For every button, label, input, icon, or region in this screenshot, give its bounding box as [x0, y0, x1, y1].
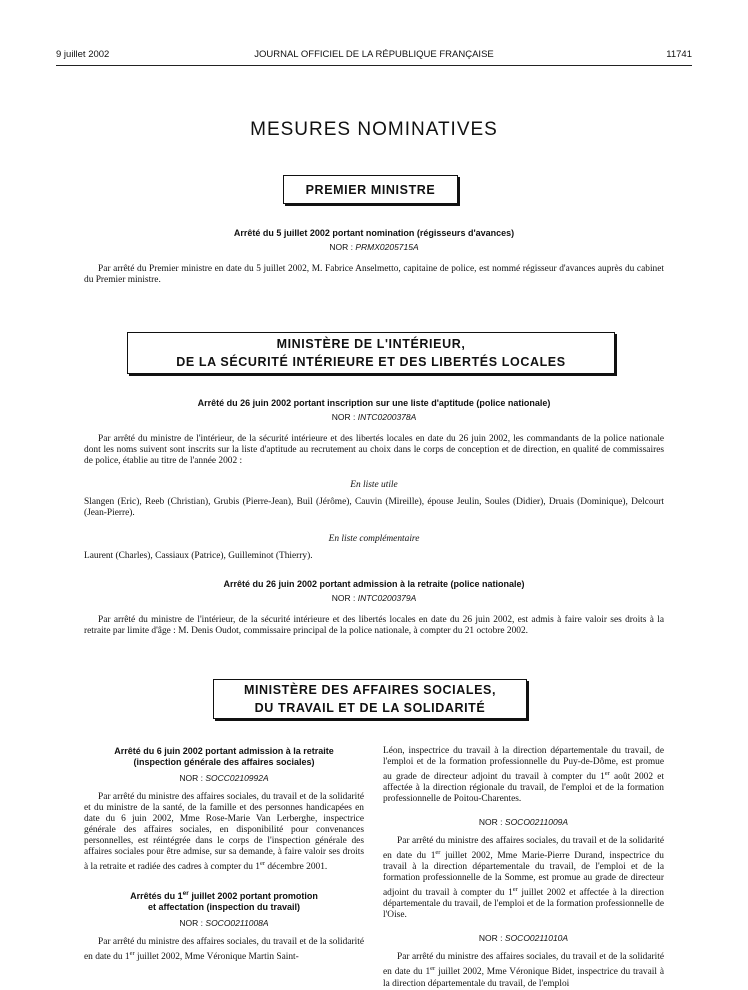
- arrete-text: Par arrêté du ministre de l'intérieur, de la sécurité intérieure et des libertés locales en date du 26 juin 2002, est admis à faire valoir ses droits à la retraite par limite d'âge : M. Denis Oudot, commissaire principal de la police nationale, à compter du 21 octobre 2002.: [84, 615, 664, 636]
- nor-label: NOR :: [331, 593, 356, 603]
- arrete-title: [84, 888, 364, 913]
- arrete-title: Arrêté du 26 juin 2002 portant admission à la retraite (police nationale): [223, 579, 525, 589]
- ministry-name-line1: MINISTÈRE DE L'INTÉRIEUR,: [276, 337, 466, 351]
- nor-label: NOR :: [478, 817, 503, 828]
- nor-reference: [84, 412, 664, 422]
- subhead-liste-complementaire: En liste complémentaire: [328, 534, 420, 544]
- subhead-liste-utile: En liste utile: [350, 480, 398, 490]
- header-page-number: 11741: [666, 49, 692, 60]
- list-useful: Slangen (Eric), Reeb (Christian), Grubis (Pierre-Jean), Buil (Jérôme), Cauvin (Mireille), épouse Jeulin, Soules (Didier), Druais (Dominique), Delcourt (Jean-Pierre).: [84, 497, 664, 518]
- ministry-name-line1: MINISTÈRE DES AFFAIRES SOCIALES,: [243, 683, 497, 697]
- nor-reference: [84, 242, 664, 252]
- ministry-box-interieur: [127, 332, 615, 374]
- nor-reference: [84, 773, 364, 783]
- column-left: [84, 746, 364, 963]
- arrete-text: Par arrêté du Premier ministre en date du 5 juillet 2002, M. Fabrice Anselmetto, capitaine de police, est nommé régisseur d'avances auprès du cabinet du Premier ministre.: [84, 264, 664, 285]
- ministry-box-premier-ministre: [283, 175, 458, 204]
- nor-code: INTC0200379A: [357, 593, 417, 603]
- ministry-name-line2: DU TRAVAIL ET DE LA SOLIDARITÉ: [254, 701, 486, 715]
- nor-reference: [84, 593, 664, 603]
- nor-code: SOCO0211010A: [504, 933, 569, 944]
- nor-label: NOR :: [179, 918, 204, 929]
- nor-code: SOCO0211009A: [504, 817, 569, 828]
- nor-label: NOR :: [331, 412, 356, 422]
- list-complementary: Laurent (Charles), Cassiaux (Patrice), Guilleminot (Thierry).: [84, 551, 313, 561]
- ministry-box-affaires-sociales: [213, 679, 527, 719]
- nor-reference: [383, 933, 664, 943]
- arrete-title: Arrêté du 26 juin 2002 portant inscription sur une liste d'aptitude (police nationale): [197, 398, 551, 408]
- nor-label: NOR :: [179, 773, 203, 783]
- ministry-name: PREMIER MINISTRE: [305, 182, 436, 197]
- page-header: [56, 49, 692, 63]
- arrete-title-line1: Arrêté du 6 juin 2002 portant admission à la retraite: [114, 746, 334, 756]
- header-date: 9 juillet 2002: [56, 49, 110, 60]
- arrete-title-line2: et affectation (inspection du travail): [147, 902, 301, 913]
- header-rule: [56, 65, 692, 66]
- arrete-text: Léon, inspectrice du travail à la direction départementale du travail, de l'emploi et de la formation professionnelle du Puy-de-Dôme, est promue au grade de directeur adjoint du travail à compter du 1er août 2002 et affectée à la direction régionale du travail, de l'emploi et de la formation professionnelle de Poitou-Charentes.: [383, 746, 664, 805]
- arrete-text: Par arrêté du ministre de l'intérieur, de la sécurité intérieure et des libertés locales en date du 26 juin 2002, les commandants de la police nationale dont les noms suivent sont inscrits sur la liste d'aptitude au recrutement au choix dans le corps de conception et de direction, en qualité de commissaires de police, établie au titre de l'année 2002 :: [84, 434, 664, 466]
- arrete-title: [84, 746, 364, 768]
- ministry-name-line2: DE LA SÉCURITÉ INTÉRIEURE ET DES LIBERTÉS LOCALES: [176, 355, 566, 369]
- arrete-text: Par arrêté du ministre des affaires sociales, du travail et de la solidarité en date du 1er juillet 2002, Mme Véronique Martin Saint-: [84, 937, 364, 963]
- arrete-text: Par arrêté du ministre des affaires sociales, du travail et de la solidarité et du ministre de la santé, de la famille et des personnes handicapées en date du 6 juin 2002, Mme Rose-Marie Van Lerberghe, inspectrice générale des affaires sociales, en disponibilité pour convenances personnelles, est réintégrée dans le corps de l'inspection générale des affaires sociales pour être admise, sur sa demande, à faire valoir ses droits à la retraite et radiée des cadres à compter du 1er décembre 2001.: [84, 792, 364, 873]
- arrete-title-line1: Arrêtés du 1er juillet 2002 portant promotion: [130, 890, 318, 902]
- arrete-title-line2: (inspection générale des affaires sociales): [133, 757, 315, 767]
- main-title: MESURES NOMINATIVES: [250, 119, 498, 140]
- nor-reference: [84, 918, 364, 928]
- nor-code: SOCC0210992A: [205, 773, 269, 783]
- nor-code: SOCO0211008A: [205, 918, 269, 929]
- column-right: [383, 746, 664, 990]
- nor-code: PRMX0205715A: [355, 242, 419, 252]
- arrete-text: Par arrêté du ministre des affaires sociales, du travail et de la solidarité en date du 1er juillet 2002, Mme Marie-Pierre Durand, inspectrice du travail à la direction départementale du travail, de l'emploi et de la formation professionnelle de la Somme, est promue au grade de directeur adjoint du travail à compter du 1er juillet 2002 et affectée à la direction départementale du travail, de l'emploi et de la formation professionnelle de l'Oise.: [383, 836, 665, 921]
- header-journal-title: JOURNAL OFFICIEL DE LA RÉPUBLIQUE FRANÇAISE: [254, 49, 494, 60]
- nor-reference: [383, 817, 664, 827]
- nor-label: NOR :: [478, 933, 503, 944]
- arrete-title: Arrêté du 5 juillet 2002 portant nomination (régisseurs d'avances): [233, 228, 515, 238]
- nor-label: NOR :: [329, 242, 353, 252]
- nor-code: INTC0200378A: [357, 412, 417, 422]
- arrete-text: Par arrêté du ministre des affaires sociales, du travail et de la solidarité en date du 1er juillet 2002, Mme Véronique Bidet, inspectrice du travail à la direction départementale du travail, de l'emploi: [383, 952, 664, 989]
